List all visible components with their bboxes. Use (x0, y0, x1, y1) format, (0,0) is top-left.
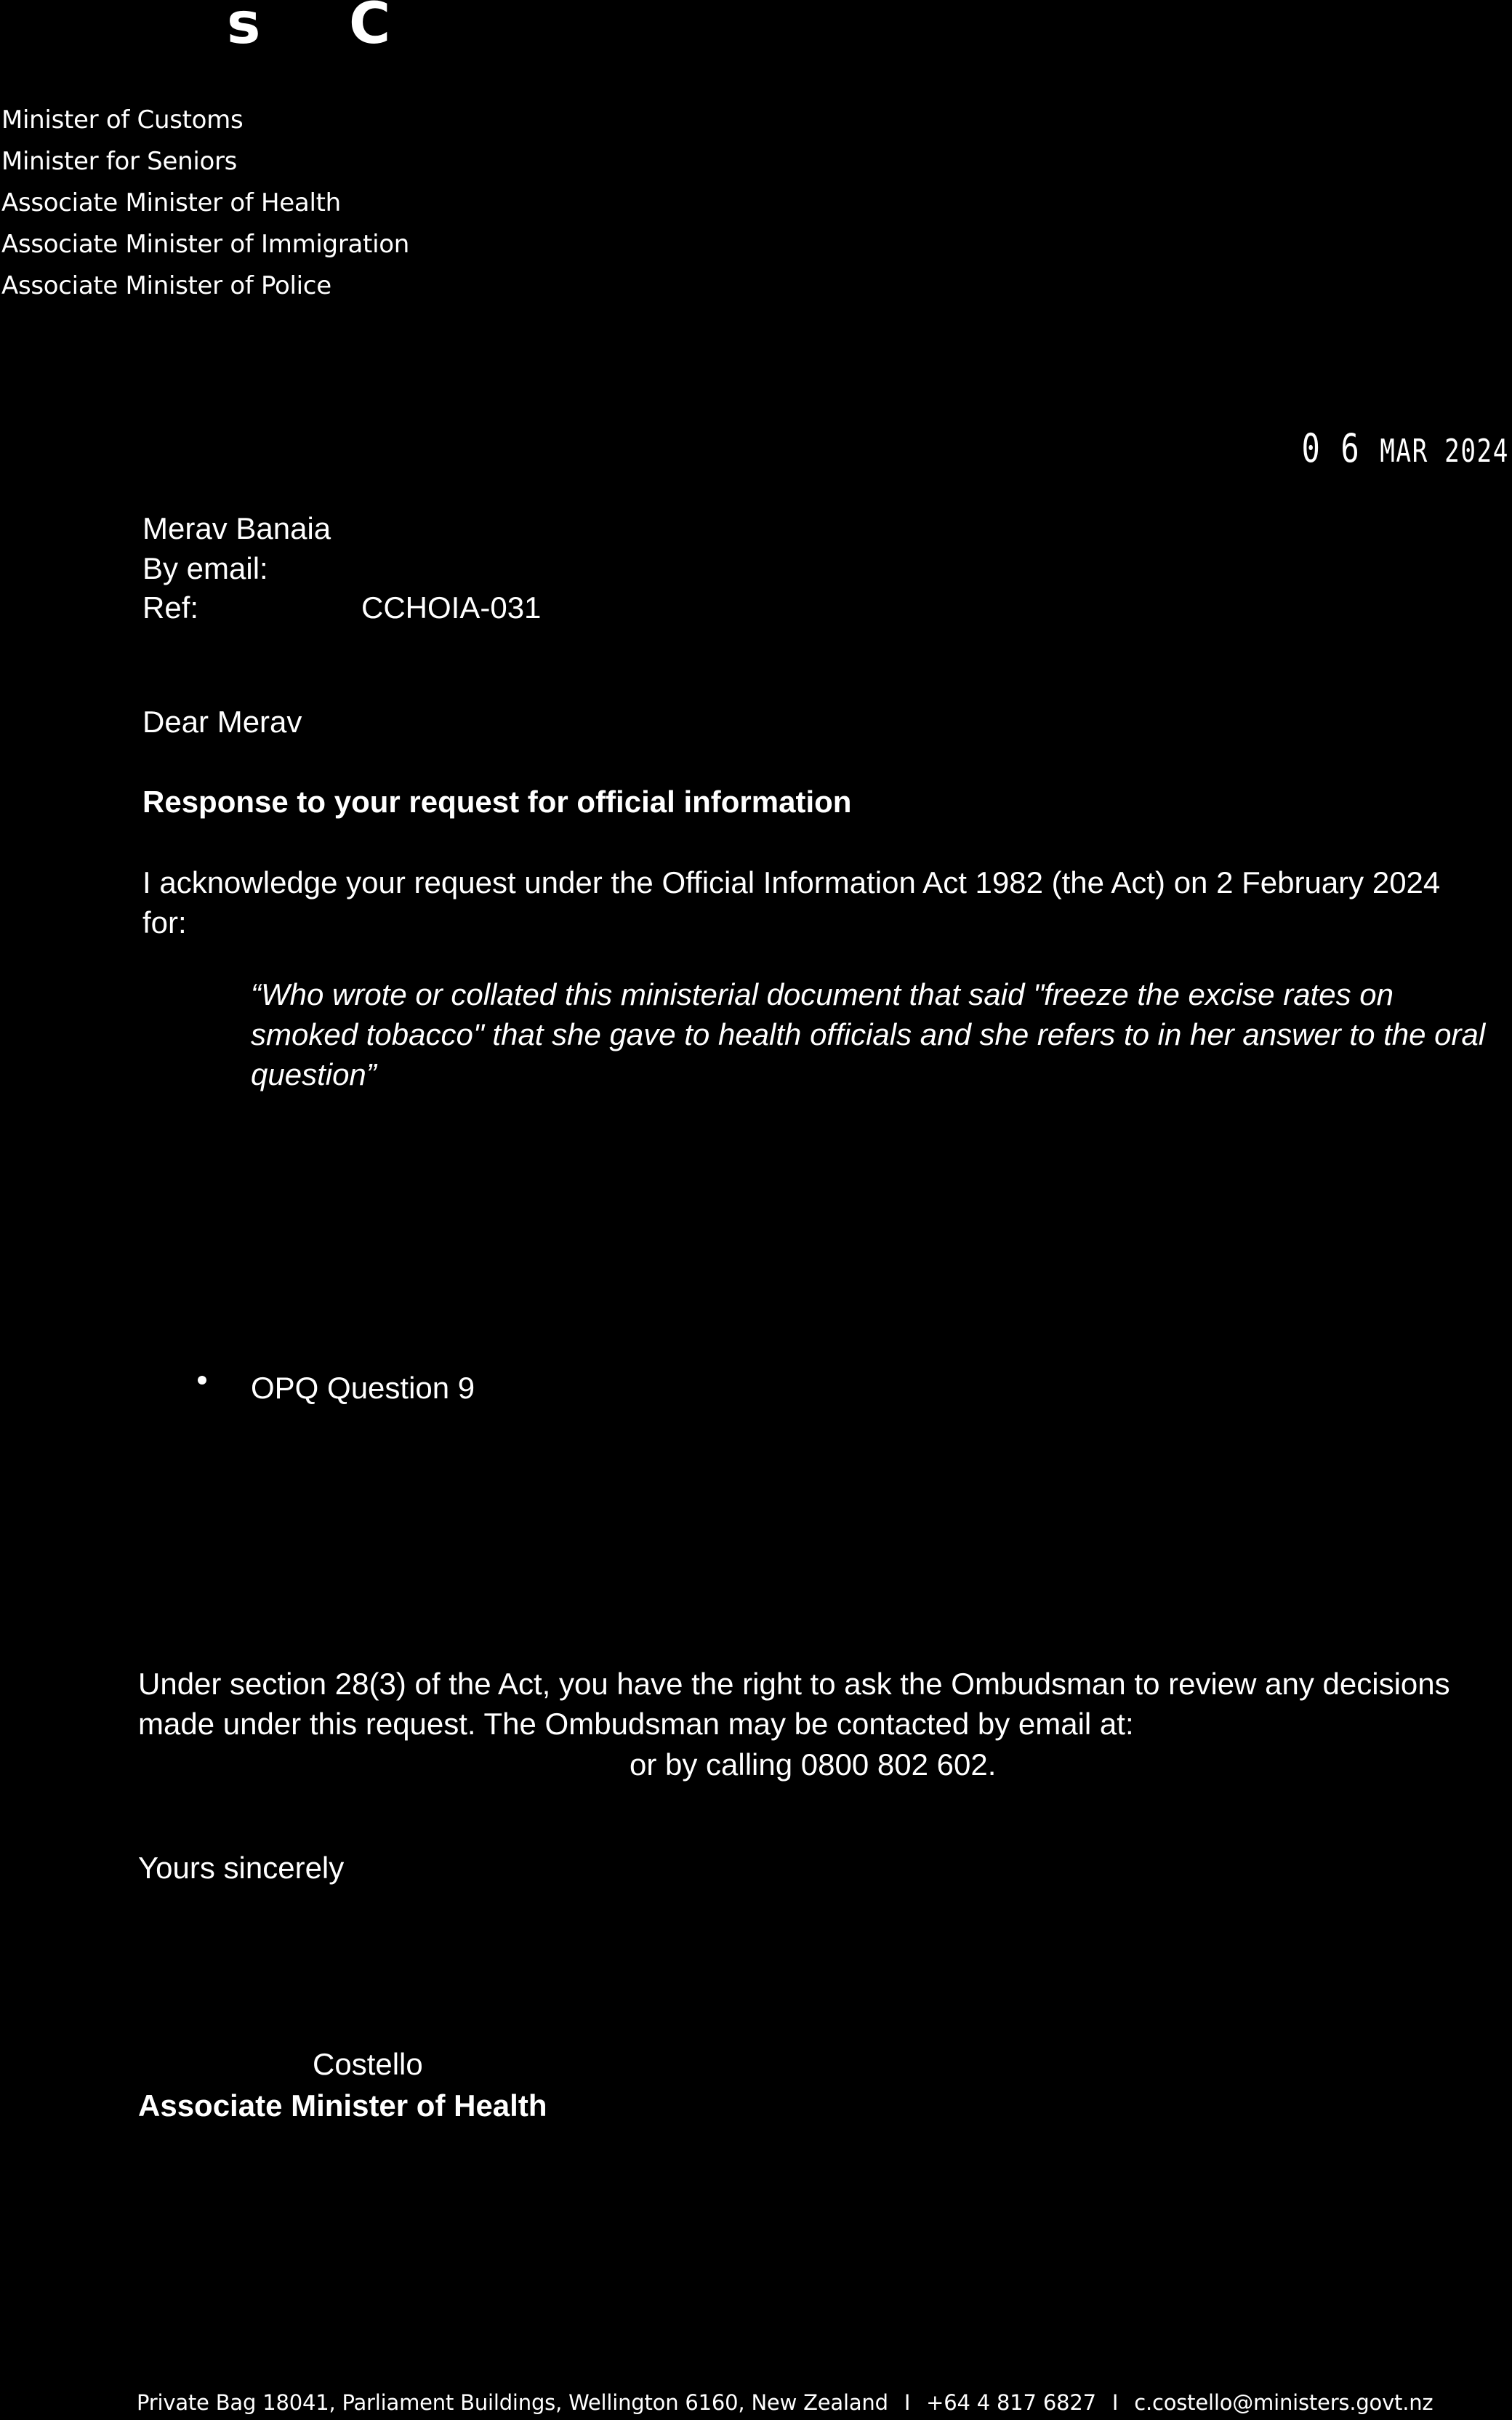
recipient-email-label: By email: (142, 551, 268, 585)
letterhead-initial-first: s (227, 0, 261, 57)
signatory-title: Associate Minister of Health (138, 2088, 547, 2123)
bullet-item-opq: OPQ Question 9 (251, 1371, 475, 1405)
recipient-ref-value: CCHOIA-031 (361, 590, 542, 625)
signatory-surname: Costello (313, 2047, 423, 2081)
footer-email[interactable]: c.costello@ministers.govt.nz (1134, 2390, 1433, 2415)
ombudsman-phone-line: or by calling 0800 802 602. (630, 1747, 997, 1782)
portfolio-immigration: Associate Minister of Immigration (1, 230, 409, 259)
bullet-dot (198, 1376, 206, 1385)
portfolio-police: Associate Minister of Police (1, 271, 331, 300)
letter-heading: Response to your request for official information (142, 785, 852, 819)
date-day: 0 6 (1301, 425, 1361, 471)
ombudsman-paragraph: Under section 28(3) of the Act, you have the right to ask the Ombudsman to review any decisions made under this request. The Ombudsman may be contacted by email at: (138, 1667, 1450, 1741)
footer-separator: I (1111, 2390, 1119, 2415)
salutation: Dear Merav (142, 705, 302, 739)
footer-separator: I (904, 2390, 911, 2415)
closing: Yours sincerely (138, 1851, 345, 1885)
portfolio-customs: Minister of Customs (1, 105, 244, 135)
recipient-name: Merav Banaia (142, 511, 331, 545)
portfolio-seniors: Minister for Seniors (1, 147, 238, 176)
date-stamp (1301, 425, 1509, 471)
footer (137, 2392, 1433, 2413)
recipient-ref-label: Ref: (142, 590, 199, 625)
intro-paragraph: I acknowledge your request under the Official Information Act 1982 (the Act) on 2 February 2024 for: (142, 865, 1441, 939)
footer-address: Private Bag 18041, Parliament Buildings, Wellington 6160, New Zealand (137, 2390, 888, 2415)
request-quote: “Who wrote or collated this ministerial document that said "freeze the excise rates on smoked tobacco" that she gave to health officials and she refers to in her answer to the oral question” (251, 977, 1486, 1091)
letterhead-initial-last: C (349, 0, 391, 57)
date-month-year: MAR 2024 (1380, 433, 1509, 470)
footer-phone: +64 4 817 6827 (926, 2390, 1096, 2415)
portfolio-health: Associate Minister of Health (1, 188, 341, 217)
